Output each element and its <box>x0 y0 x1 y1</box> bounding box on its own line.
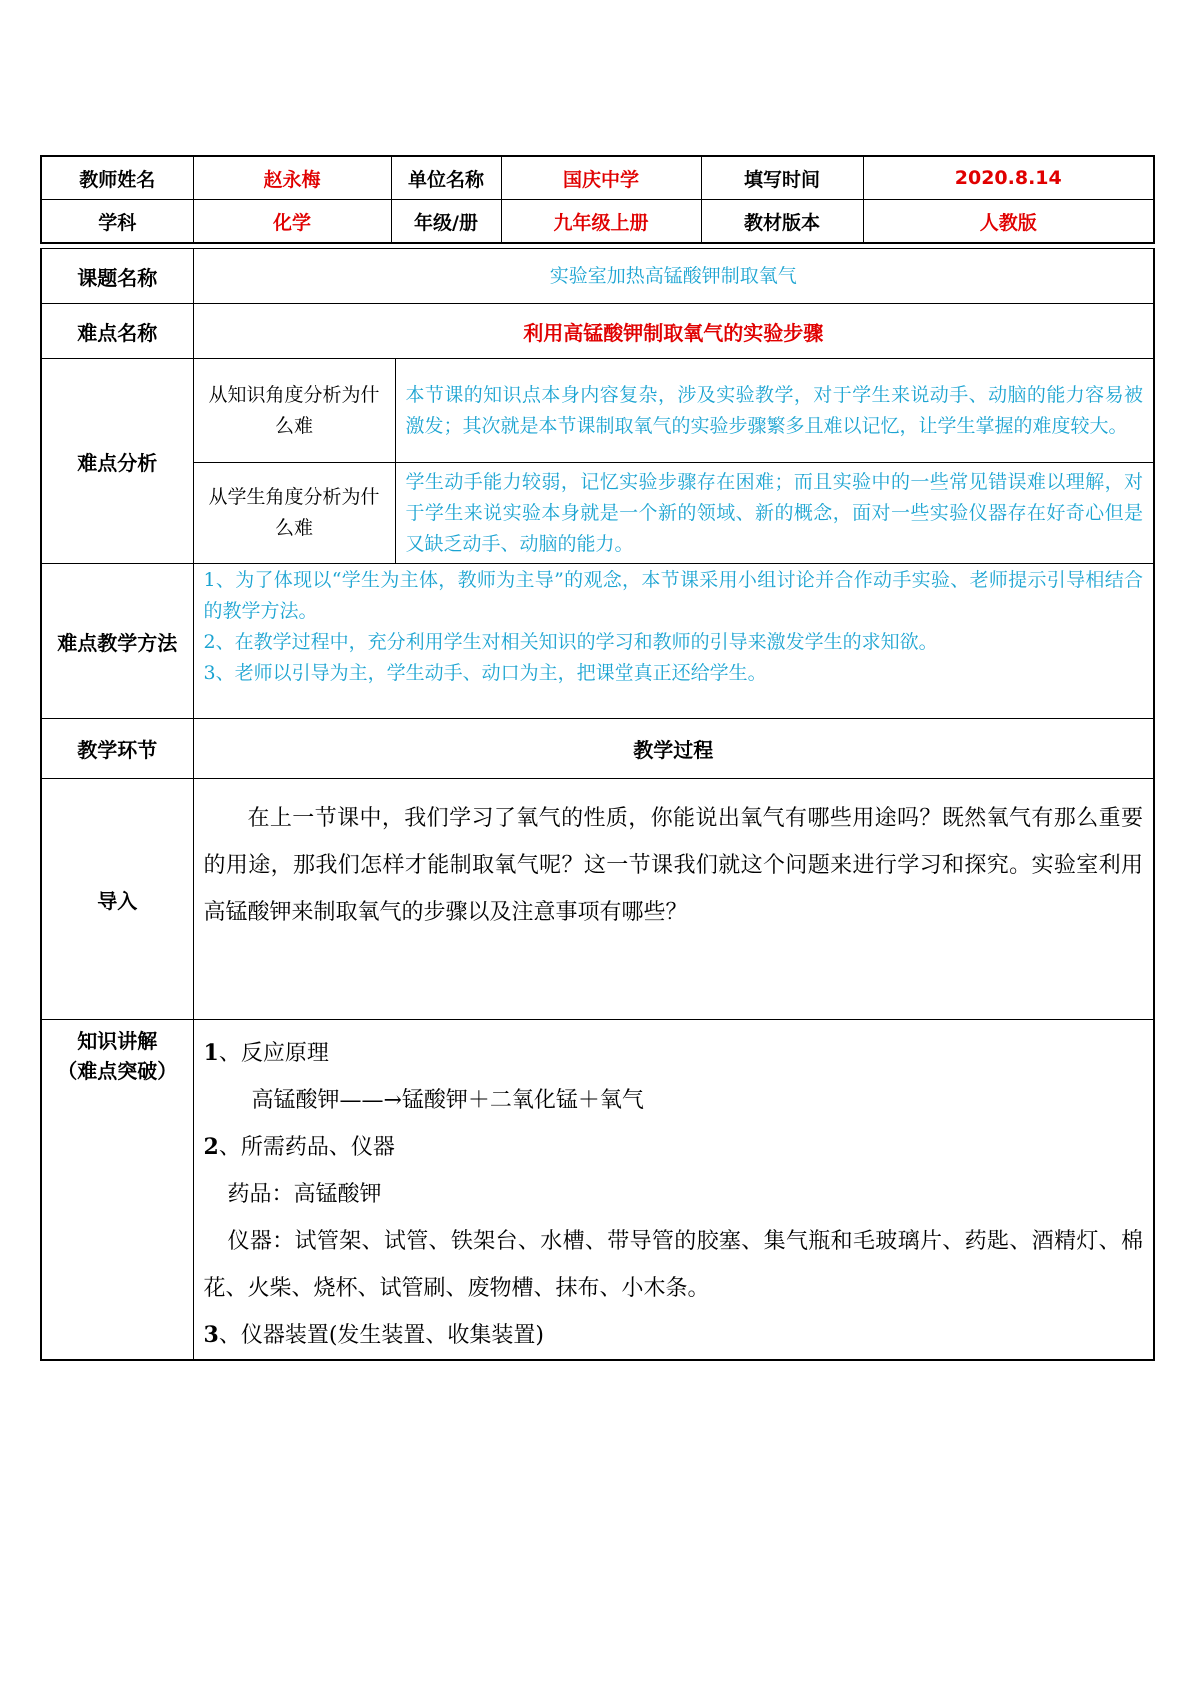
teacher-label: 教师姓名 <box>41 156 193 200</box>
date-value: 2020.8.14 <box>863 156 1154 200</box>
k2-title: 、所需药品、仪器 <box>218 1135 395 1160</box>
main-table <box>40 248 1155 1361</box>
analysis-label: 难点分析 <box>41 359 193 564</box>
k2-number: 2 <box>203 1134 219 1160</box>
edition-label: 教材版本 <box>701 200 863 244</box>
topic-row <box>41 249 1154 304</box>
header-row-1 <box>41 156 1154 200</box>
method-row <box>41 564 1154 719</box>
knowledge-label-line-1: 知识讲解 <box>77 1029 158 1053</box>
method-list <box>193 564 1154 719</box>
k3-title: 、仪器装置(发生装置、收集装置) <box>218 1323 544 1348</box>
k1-heading <box>204 1030 1144 1077</box>
subject-value: 化学 <box>193 200 391 244</box>
process-section-value: 教学过程 <box>193 719 1154 779</box>
grade-value: 九年级上册 <box>501 200 701 244</box>
process-header-row <box>41 719 1154 779</box>
k1-title: 、反应原理 <box>218 1041 329 1066</box>
topic-value: 实验室加热高锰酸钾制取氧气 <box>193 249 1154 304</box>
k2-drug: 药品：高锰酸钾 <box>227 1182 382 1207</box>
edition-value: 人教版 <box>863 200 1154 244</box>
teacher-value: 赵永梅 <box>193 156 391 200</box>
date-label: 填写时间 <box>701 156 863 200</box>
k2-apparatus: 仪器：试管架、试管、铁架台、水槽、带导管的胶塞、集气瓶和毛玻璃片、药匙、酒精灯、棉花、火柴、烧杯、试管刷、废物槽、抹布、小木条。 <box>203 1229 1144 1301</box>
knowledge-content <box>193 1020 1154 1361</box>
method-label: 难点教学方法 <box>41 564 193 719</box>
difficulty-value: 利用高锰酸钾制取氧气的实验步骤 <box>193 304 1154 359</box>
subject-label: 学科 <box>41 200 193 244</box>
k3-heading <box>204 1312 1144 1359</box>
method-item-3: 3、老师以引导为主，学生动手、动口为主，把课堂真正还给学生。 <box>203 662 767 684</box>
analysis-row-knowledge <box>41 359 1154 463</box>
k2-heading <box>204 1124 1144 1171</box>
unit-value: 国庆中学 <box>501 156 701 200</box>
method-item-1: 1、为了体现以“学生为主体，教师为主导”的观念，本节课采用小组讨论并合作动手实验、老师提示引导相结合的教学方法。 <box>203 569 1144 622</box>
intro-label: 导入 <box>41 779 193 1020</box>
student-angle-label: 从学生角度分析为什么难 <box>193 463 395 564</box>
header-row-2 <box>41 200 1154 244</box>
process-section-label: 教学环节 <box>41 719 193 779</box>
k3-number: 3 <box>203 1322 219 1348</box>
intro-text: 在上一节课中，我们学习了氧气的性质，你能说出氧气有哪些用途吗？既然氧气有那么重要的用途，那我们怎样才能制取氧气呢？这一节课我们就这个问题来进行学习和探究。实验室利用高锰酸钾来制取氧气的步骤以及注意事项有哪些？ <box>193 779 1154 1020</box>
knowledge-angle-label: 从知识角度分析为什么难 <box>193 359 395 463</box>
analysis-row-student <box>41 463 1154 564</box>
knowledge-angle-text: 本节课的知识点本身内容复杂，涉及实验教学，对于学生来说动手、动脑的能力容易被激发；其次就是本节课制取氧气的实验步骤繁多且难以记忆，让学生掌握的难度较大。 <box>395 359 1154 463</box>
knowledge-label <box>41 1020 193 1361</box>
unit-label: 单位名称 <box>391 156 501 200</box>
knowledge-label-line-2: （难点突破） <box>57 1059 178 1083</box>
topic-label: 课题名称 <box>41 249 193 304</box>
header-table <box>40 155 1155 244</box>
k1-number: 1 <box>203 1040 219 1066</box>
difficulty-row <box>41 304 1154 359</box>
student-angle-text: 学生动手能力较弱，记忆实验步骤存在困难；而且实验中的一些常见错误难以理解，对于学生来说实验本身就是一个新的领域、新的概念，面对一些实验仪器存在好奇心但是又缺乏动手、动脑的能力。 <box>395 463 1154 564</box>
grade-label: 年级/册 <box>391 200 501 244</box>
intro-row <box>41 779 1154 1020</box>
lesson-plan-sheet <box>40 155 1153 1361</box>
difficulty-label: 难点名称 <box>41 304 193 359</box>
k1-formula: 高锰酸钾——→锰酸钾＋二氧化锰＋氧气 <box>251 1088 644 1113</box>
method-item-2: 2、在教学过程中，充分利用学生对相关知识的学习和教师的引导来激发学生的求知欲。 <box>203 631 938 653</box>
knowledge-row <box>41 1020 1154 1361</box>
